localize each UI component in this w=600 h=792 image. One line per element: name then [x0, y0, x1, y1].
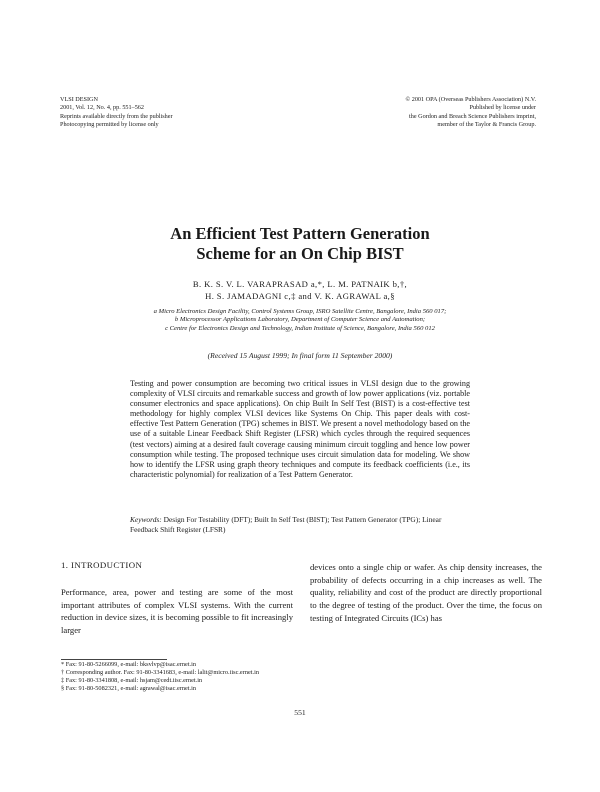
license-line: Published by license under	[469, 104, 536, 112]
affiliation-c: c Centre for Electronics Design and Technology, Indian Institute of Science, Bangalore, India 560 012	[165, 324, 435, 332]
journal-name: VLSI DESIGN	[60, 96, 98, 103]
footnote-1: * Fax: 91-80-5266099, e-mail: bksvlvp@isac.ernet.in	[61, 661, 197, 668]
footnote-rule	[61, 659, 167, 660]
intro-left-column: Performance, area, power and testing are some of the most important attributes of complex VLSI systems. With the current reduction in device sizes, it is becoming possible to fit increasingly larger	[61, 587, 293, 636]
page-number: 551	[294, 708, 306, 717]
keywords	[130, 515, 470, 535]
section-heading: 1. INTRODUCTION	[61, 560, 143, 570]
authors-line-2: H. S. JAMADAGNI c,‡ and V. K. AGRAWAL a,§	[205, 291, 395, 301]
publisher-info	[306, 96, 536, 130]
photocopy-note: Photocopying permitted by license only	[60, 121, 159, 129]
affiliation-a: a Micro Electronics Design Facility, Control Systems Group, ISRO Satellite Centre, Bangalore, India 560 017;	[153, 308, 447, 315]
journal-volume: 2001, Vol. 12, No. 4, pp. 551–562	[60, 104, 144, 112]
group-line: member of the Taylor & Francis Group.	[437, 121, 536, 129]
affiliation-b: b Microprocessor Applications Laboratory, Department of Computer Science and Automation;	[174, 316, 426, 324]
footnote-3: ‡ Fax: 91-80-3341808, e-mail: hsjam@cedt.iisc.ernet.in	[61, 677, 203, 684]
footnote-4: § Fax: 91-80-5082321, e-mail: agrawal@isac.ernet.in	[61, 685, 197, 692]
journal-info	[60, 96, 260, 130]
intro-right-column: devices onto a single chip or wafer. As chip density increases, the probability of defects occurring in a chip increases as well. The quality, reliability and cost of the product are directly proportional to the degree of testing of the product. Over the time, the focus on testing of Integrated Circuits (ICs) has	[310, 562, 542, 623]
received-date: (Received 15 August 1999; In final form 11 September 2000)	[207, 351, 393, 360]
author-list	[0, 278, 600, 302]
imprint-line: the Gordon and Breach Science Publishers imprint,	[409, 112, 536, 120]
title-line-2: Scheme for an On Chip BIST	[196, 244, 404, 263]
authors-line-1: B. K. S. V. L. VARAPRASAD a,*, L. M. PATNAIK b,†,	[192, 279, 408, 289]
keywords-label: Keywords:	[130, 515, 162, 524]
footnotes	[61, 661, 361, 693]
reprints-note: Reprints available directly from the publisher	[60, 112, 173, 120]
abstract-text: Testing and power consumption are becoming two critical issues in VLSI design due to the growing complexity of VLSI circuits and remarkable success and growth of low power applications (viz. portable consumer electronics and space applications). On chip Built In Self Test (BIST) is a cost-effective test methodology for highly complex VLSI devices like Systems On Chip. This paper deals with cost-effective Test Pattern Generation (TPG) schemes in BIST. We present a novel methodology based on the use of a suitable Linear Feedback Shift Register (LFSR) which cycles through the required sequences (test vectors) aiming at a desired fault coverage causing minimum circuit toggling and hence low power consumption while testing. The proposed technique uses circuit simulation data for modeling. We show how to identify the LFSR using graph theory techniques and compute its feedback coefficients (i.e., its characteristic polynomial) for realization of a Test Pattern Generator.	[130, 379, 470, 479]
title-line-1: An Efficient Test Pattern Generation	[170, 224, 430, 243]
copyright-line: © 2001 OPA (Overseas Publishers Association) N.V.	[405, 96, 536, 103]
footnote-2: † Corresponding author. Fax: 91-80-3341683, e-mail: lalit@micro.iisc.ernet.in	[61, 669, 259, 676]
paper-title	[0, 224, 600, 264]
keywords-text: Design For Testability (DFT); Built In Self Test (BIST); Test Pattern Generator (TPG); Linear Feedback Shift Register (LFSR)	[130, 515, 442, 534]
affiliations	[60, 308, 540, 333]
